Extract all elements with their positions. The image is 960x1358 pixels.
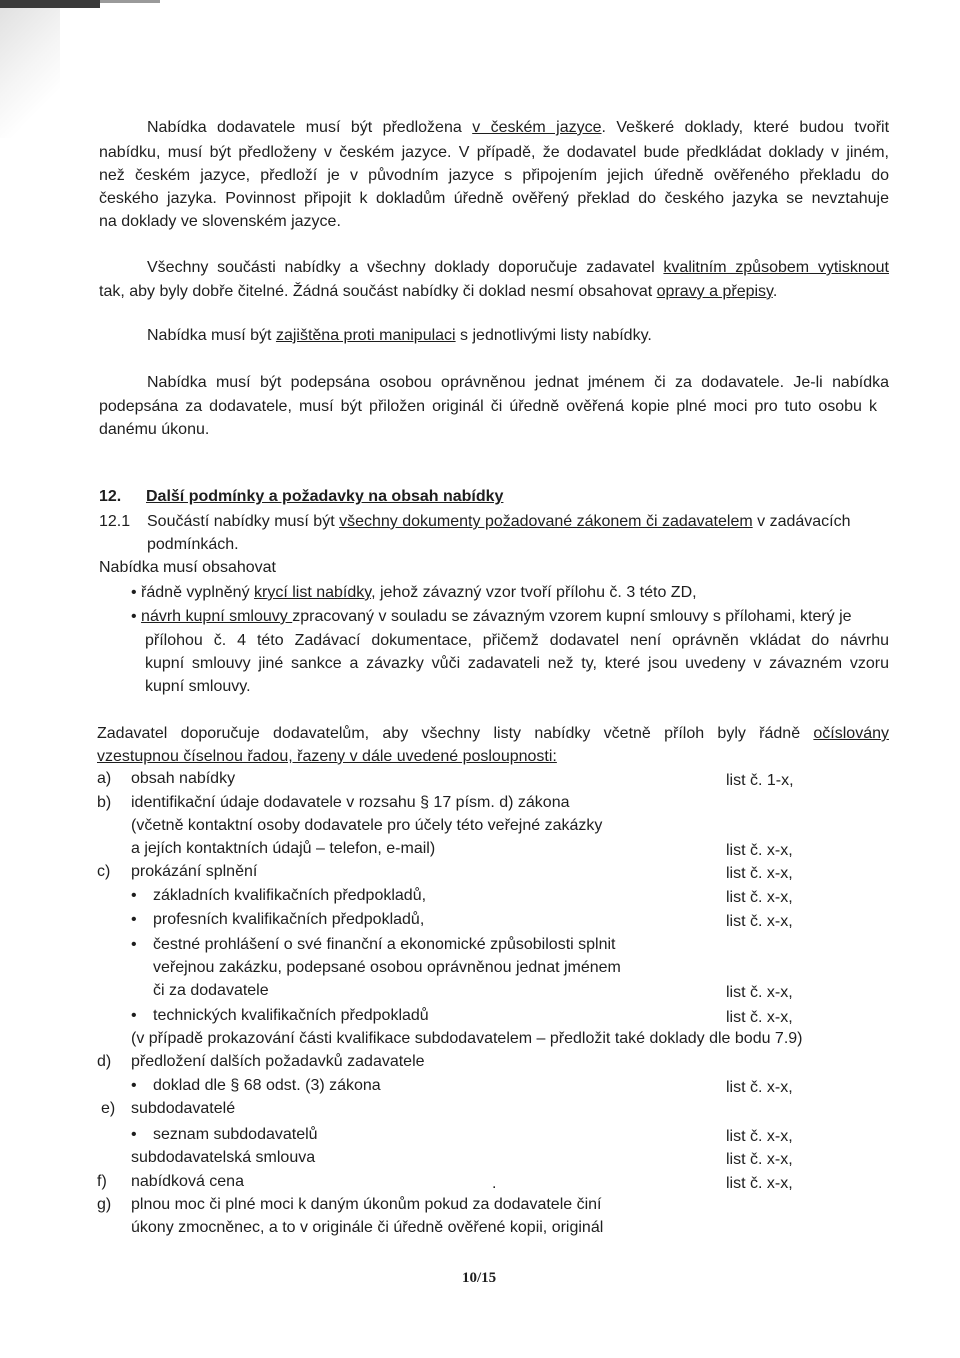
list-text: subdodavatelé <box>131 1100 236 1117</box>
paragraph-line <box>147 258 889 278</box>
sheet-ref: list č. x-x, <box>726 984 793 1001</box>
text: . <box>772 283 778 300</box>
underlined-text: návrh kupní smlouvy <box>141 608 293 625</box>
stray-dot: . <box>492 1175 497 1192</box>
bullet-icon: • <box>131 1007 137 1024</box>
text: . Veškeré doklady, které budou tvořit <box>601 119 890 136</box>
list-marker: d) <box>97 1053 112 1070</box>
underlined-text: v českém jazyce <box>472 119 602 136</box>
bullet-icon: • <box>131 584 142 601</box>
sheet-ref: list č. x-x, <box>726 1009 793 1026</box>
bullet-icon: • <box>131 887 137 904</box>
list-text: profesních kvalifikačních předpokladů, <box>153 911 425 928</box>
underlined-text: opravy a přepisy <box>656 283 773 300</box>
list-intro: Nabídka musí obsahovat <box>99 559 276 576</box>
underlined-text: kvalitním způsobem vytisknout <box>663 259 889 276</box>
paragraph-line: vzestupnou číselnou řadou, řazeny v dále uvedené posloupnosti: <box>97 748 557 765</box>
paragraph-line <box>97 724 889 744</box>
paragraph-line: danému úkonu. <box>99 421 210 438</box>
list-text: čestné prohlášení o své finanční a ekonomické způsobilosti splnit <box>153 936 616 953</box>
bullet-icon: • <box>131 1126 137 1143</box>
section-title: Další podmínky a požadavky na obsah nabídky <box>146 488 504 505</box>
underlined-text: všechny dokumenty požadované zákonem či zadavatelem <box>339 513 753 530</box>
paragraph-line: na doklady ve slovenském jazyce. <box>99 213 341 230</box>
bullet-icon: • <box>131 911 137 928</box>
list-text: předložení dalších požadavků zadavatele <box>131 1053 425 1070</box>
underlined-text: očíslovány <box>813 725 889 742</box>
list-text: doklad dle § 68 odst. (3) zákona <box>153 1077 381 1094</box>
paragraph-line: než českém jazyce, předloží je v původním jazyce s připojením jejich úředně ověřeného překladu do <box>99 167 889 184</box>
paragraph-line: Nabídka musí být podepsána osobou oprávněnou jednat jménem či za dodavatele. Je-li nabídka <box>147 374 889 391</box>
bullet-item-line: kupní smlouvy jiné sankce a závazky vůči zadavateli než ty, které jsou uvedeny v závazném vzoru <box>145 655 889 672</box>
text: Všechny součásti nabídky a všechny doklady doporučuje zadavatel <box>147 259 664 276</box>
list-text: a jejích kontaktních údajů – telefon, e-mail) <box>131 840 436 857</box>
text: , jehož závazný vzor tvoří přílohu č. 3 této ZD, <box>371 584 697 601</box>
text: Zadavatel doporučuje dodavatelům, aby všechny listy nabídky včetně příloh byly řádně <box>97 725 814 742</box>
scan-artifact <box>0 8 60 138</box>
underlined-text: krycí list nabídky <box>254 584 372 601</box>
list-text: subdodavatelská smlouva <box>131 1149 316 1166</box>
list-text: prokázání splnění <box>131 863 258 880</box>
list-text: technických kvalifikačních předpokladů <box>153 1007 429 1024</box>
list-text: seznam subdodavatelů <box>153 1126 318 1143</box>
sheet-ref: list č. x-x, <box>726 1175 793 1192</box>
text: zpracovaný v souladu se závazným vzorem kupní smlouvy s přílohami, který je <box>292 608 852 625</box>
list-text: základních kvalifikačních předpokladů, <box>153 887 427 904</box>
bullet-item <box>131 607 852 627</box>
list-text: úkony zmocněnec, a to v originále či úředně ověřené kopii, originál <box>131 1219 604 1236</box>
paragraph-line <box>147 118 889 138</box>
bullet-item-line: kupní smlouvy. <box>145 678 251 695</box>
list-text: (v případě prokazování části kvalifikace subdodavatelem – předložit také doklady dle bodu 7.9) <box>131 1030 803 1047</box>
text: s jednotlivými listy nabídky. <box>455 327 652 344</box>
list-marker: a) <box>97 770 112 787</box>
text: Nabídka dodavatele musí být předložena <box>147 119 473 136</box>
paragraph-line <box>147 326 652 346</box>
bullet-icon: • <box>131 608 142 625</box>
subsection-text <box>147 512 851 532</box>
bullet-icon: • <box>131 936 137 953</box>
list-text: veřejnou zakázku, podepsané osobou oprávněnou jednat jménem <box>153 959 621 976</box>
text: Nabídka musí být <box>147 327 276 344</box>
text: řádně vyplněný <box>141 584 255 601</box>
bullet-item <box>131 583 697 603</box>
sheet-ref: list č. x-x, <box>726 842 793 859</box>
paragraph-line <box>99 282 777 302</box>
list-text: či za dodavatele <box>153 982 269 999</box>
sheet-ref: list č. 1-x, <box>726 772 794 789</box>
sheet-ref: list č. x-x, <box>726 865 793 882</box>
sheet-ref: list č. x-x, <box>726 1128 793 1145</box>
list-marker: e) <box>101 1100 116 1117</box>
text: tak, aby byly dobře čitelné. Žádná součást nabídky či doklad nesmí obsahovat <box>99 283 657 300</box>
paragraph-line: podepsána za dodavatele, musí být přiložen originál či úředně ověřená kopie plné moci pro tuto osobu k <box>99 398 877 415</box>
text: Součástí nabídky musí být <box>147 513 340 530</box>
subsection-text: podmínkách. <box>147 536 239 553</box>
list-text: (včetně kontaktní osoby dodavatele pro účely této veřejné zakázky <box>131 817 603 834</box>
list-marker: b) <box>97 794 112 811</box>
page-number: 10/15 <box>462 1270 497 1286</box>
subsection-number: 12.1 <box>99 513 131 530</box>
underlined-text: zajištěna proti manipulaci <box>275 327 456 344</box>
list-marker: f) <box>97 1173 107 1190</box>
bullet-icon: • <box>131 1077 137 1094</box>
scan-artifact <box>100 0 160 3</box>
text: v zadávacích <box>752 513 851 530</box>
paragraph-line: nabídku, musí být předloženy v českém jazyce. V případě, že dodavatel bude předkládat doklady v jiném, <box>99 144 889 161</box>
sheet-ref: list č. x-x, <box>726 913 793 930</box>
list-marker: g) <box>97 1196 112 1213</box>
paragraph-line: českého jazyka. Povinnost připojit k dokladům úředně ověřený překlad do českého jazyka se nevztahuje <box>99 190 889 207</box>
list-text: plnou moc či plné moci k daným úkonům pokud za dodavatele činí <box>131 1196 602 1213</box>
sheet-ref: list č. x-x, <box>726 889 793 906</box>
bullet-item-line: přílohou č. 4 této Zadávací dokumentace, přičemž dodavatel není oprávněn vkládat do návrhu <box>145 632 889 649</box>
section-number: 12. <box>99 488 122 505</box>
scan-artifact <box>0 0 100 8</box>
list-text: identifikační údaje dodavatele v rozsahu § 17 písm. d) zákona <box>131 794 570 811</box>
list-text: obsah nabídky <box>131 770 236 787</box>
sheet-ref: list č. x-x, <box>726 1079 793 1096</box>
sheet-ref: list č. x-x, <box>726 1151 793 1168</box>
list-text: nabídková cena <box>131 1173 244 1190</box>
list-marker: c) <box>97 863 111 880</box>
